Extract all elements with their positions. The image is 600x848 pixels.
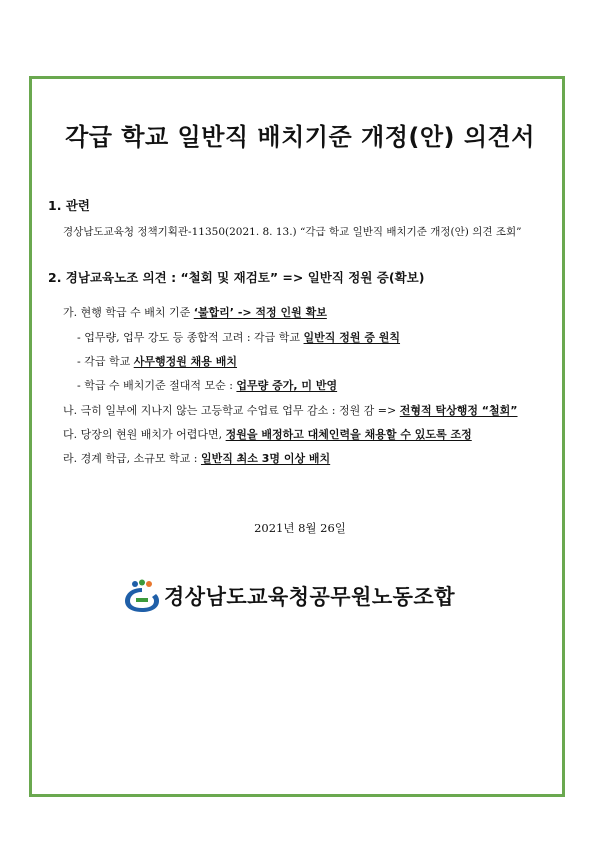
item-ga-2-prefix: - 각급 학교 xyxy=(77,355,131,368)
item-ga-3-emphasis: 업무량 증가, 미 반영 xyxy=(236,379,338,392)
document-date: 2021년 8월 26일 xyxy=(254,521,346,535)
item-na-prefix: 나. 극히 일부에 지나지 않는 고등학교 수업료 업무 감소 : 정원 감 => xyxy=(63,404,397,417)
item-ga-2 xyxy=(77,353,237,369)
item-ga-prefix: 가. 현행 학급 수 배치 기준 xyxy=(63,306,191,319)
section-2-prefix: 2. 경남교육노조 의견 : xyxy=(48,270,177,285)
organization-name: 경상남도교육청공무원노동조합 xyxy=(164,584,456,609)
item-ga-1-emphasis: 일반직 정원 증 원칙 xyxy=(303,331,401,344)
union-logo-icon xyxy=(122,578,162,614)
section-1-body: 경상남도교육청 정책기획관-11350(2021. 8. 13.) “각급 학교 일반직 배치기준 개정(안) 의견 조회” xyxy=(63,226,522,238)
item-ra-prefix: 라. 경계 학급, 소규모 학교 : xyxy=(63,452,198,465)
item-na-emphasis: 전형적 탁상행정 “철회” xyxy=(399,404,518,417)
section-1-heading: 1. 관련 xyxy=(48,198,90,213)
section-2-emphasis: “철회 및 재검토” xyxy=(180,270,279,285)
item-ga-3-prefix: - 학급 수 배치기준 절대적 모순 : xyxy=(77,379,233,392)
item-ga xyxy=(63,304,327,320)
document-title: 각급 학교 일반직 배치기준 개정(안) 의견서 xyxy=(65,123,535,151)
item-da-emphasis: 정원을 배정하고 대체인력을 채용할 수 있도록 조정 xyxy=(225,428,472,441)
item-na xyxy=(63,402,518,418)
item-ga-2-emphasis: 사무행정원 채용 배치 xyxy=(133,355,238,368)
item-da-prefix: 다. 당장의 현원 배치가 어렵다면, xyxy=(63,428,223,441)
item-ga-1-prefix: - 업무량, 업무 강도 등 종합적 고려 : 각급 학교 xyxy=(77,331,301,344)
item-da xyxy=(63,426,472,442)
item-ga-1 xyxy=(77,329,400,345)
item-ra-emphasis: 일반직 최소 3명 이상 배치 xyxy=(200,452,331,465)
item-ga-emphasis: ‘불합리’ -> 적정 인원 확보 xyxy=(193,306,327,319)
item-ra xyxy=(63,450,330,466)
section-2-heading xyxy=(48,268,424,286)
item-ga-3 xyxy=(77,377,337,393)
section-2-suffix: => 일반직 정원 증(확보) xyxy=(282,270,425,285)
